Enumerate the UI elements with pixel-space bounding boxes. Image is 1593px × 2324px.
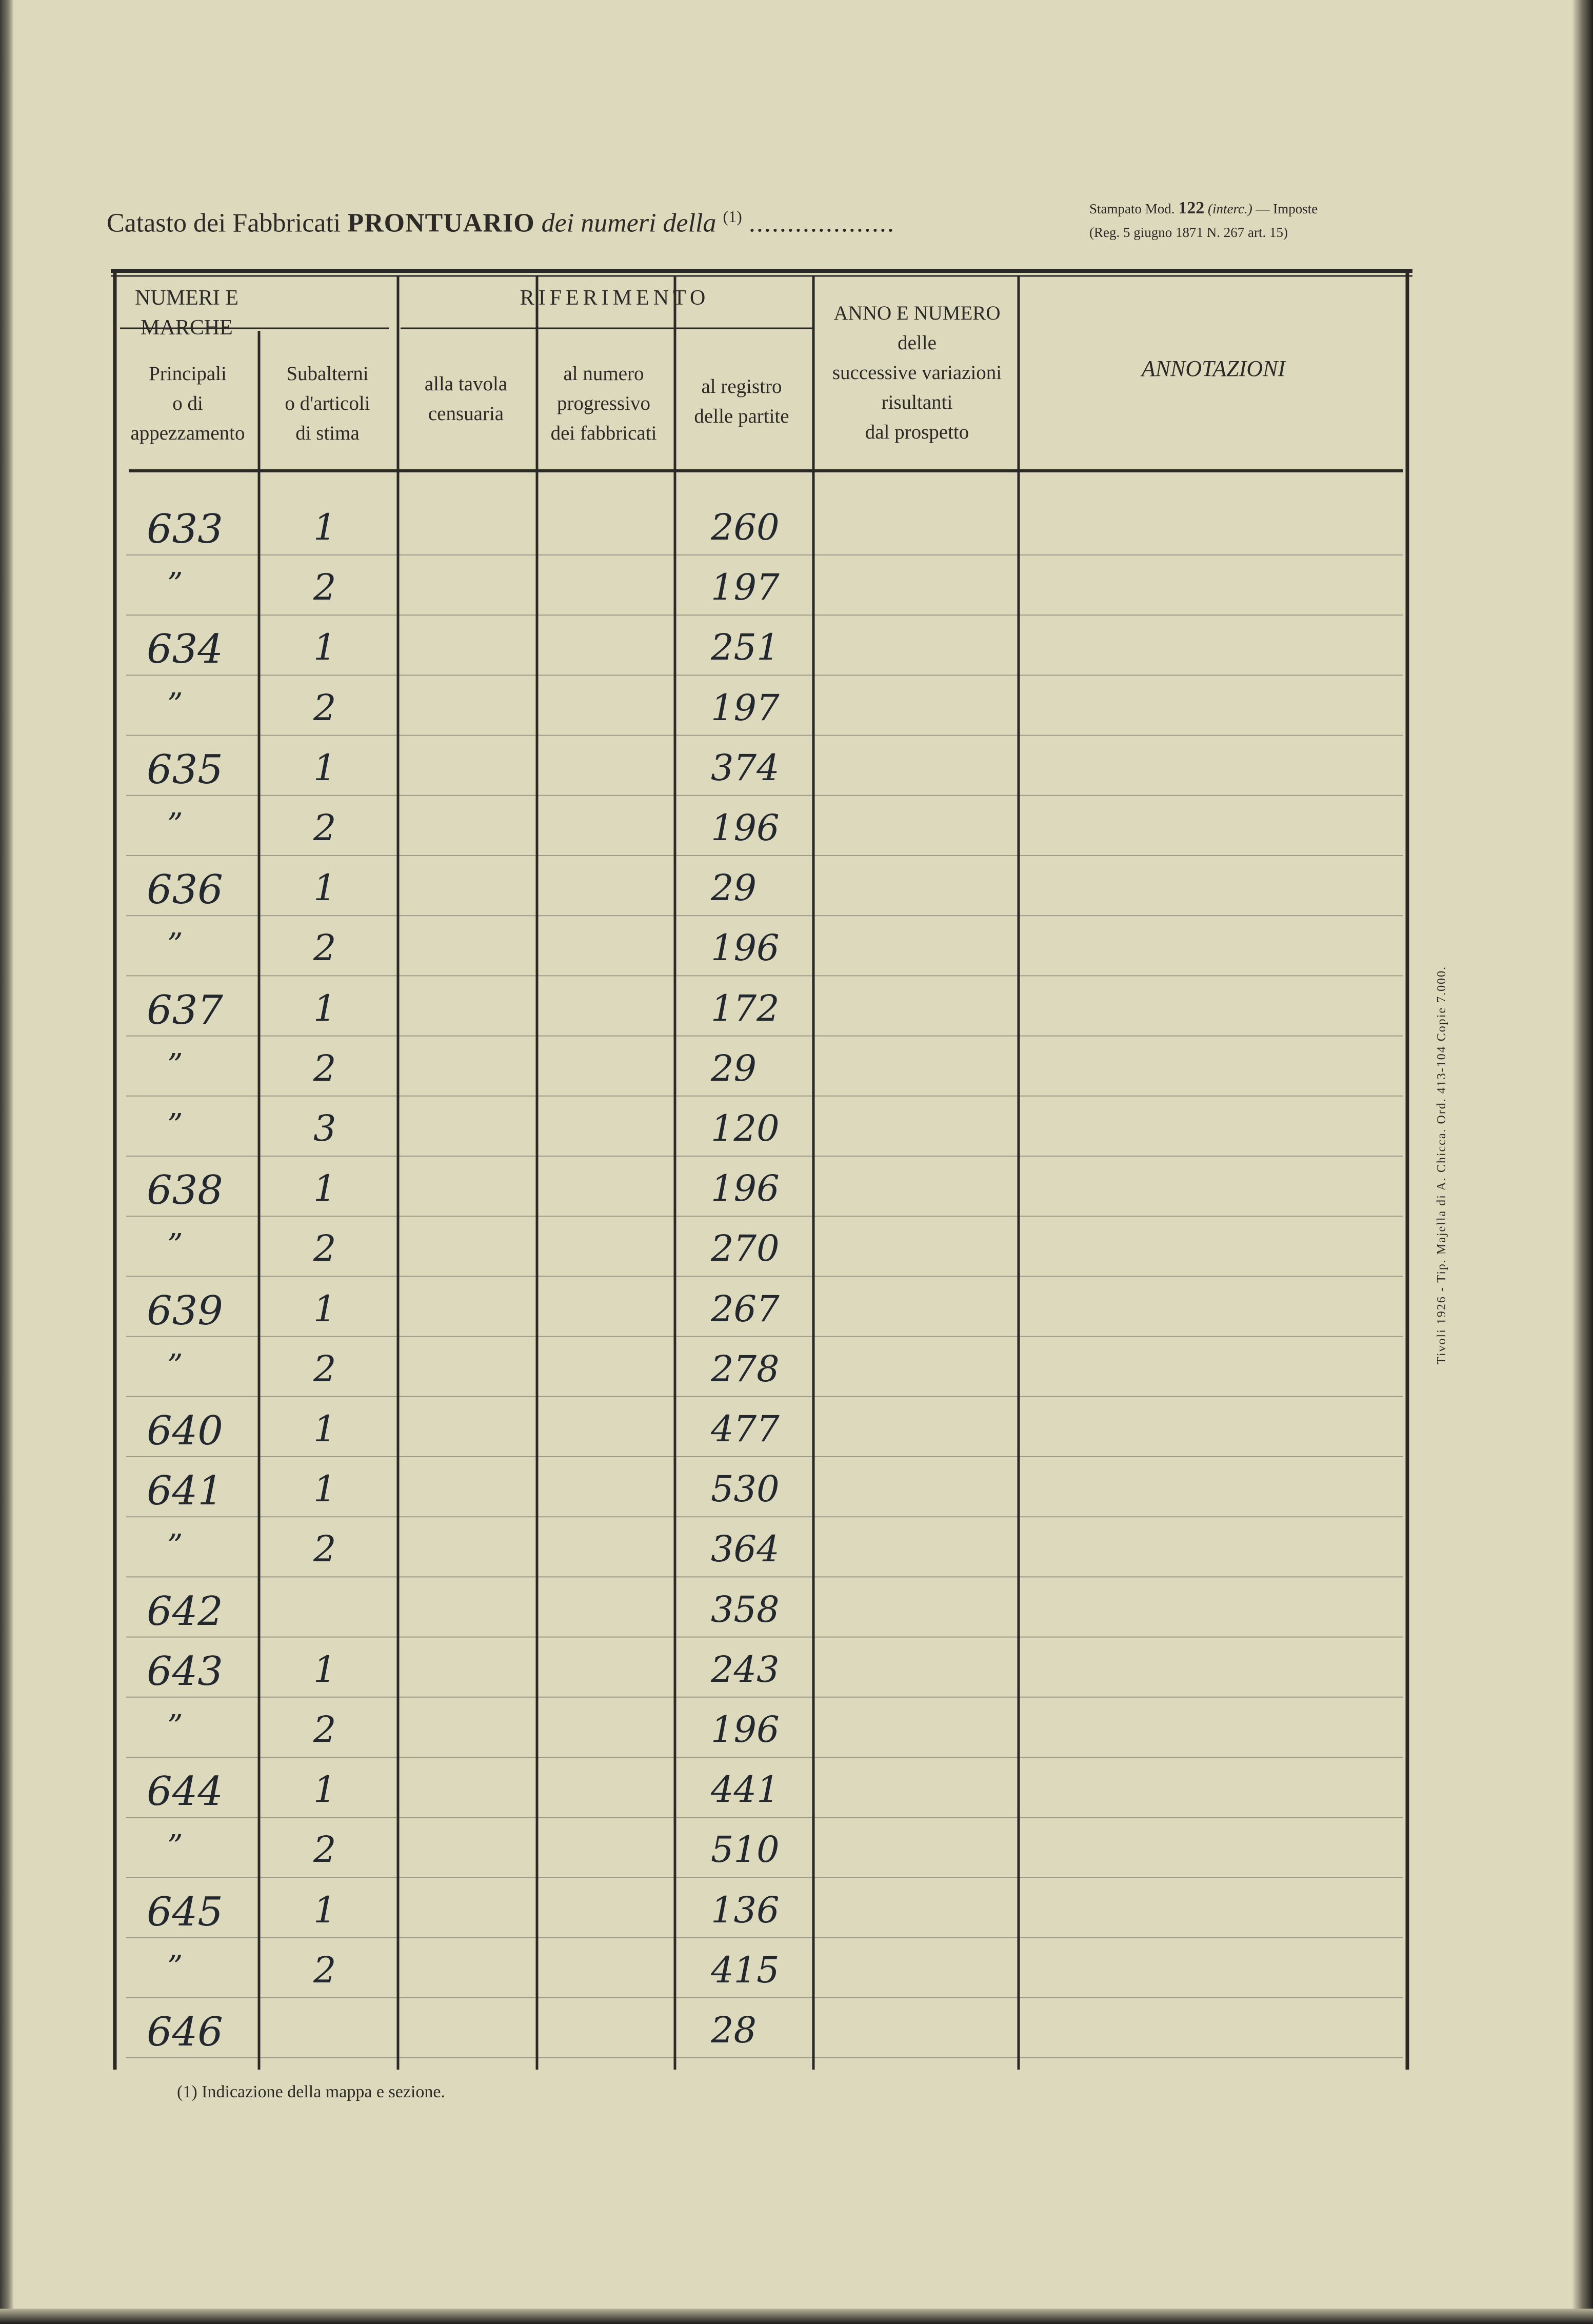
header-tavola <box>401 369 531 429</box>
subalterno-cell: 2 <box>313 1227 336 1270</box>
partita-cell: 260 <box>711 506 780 548</box>
subalterno-cell: 2 <box>313 1829 336 1871</box>
subalterno-cell: 1 <box>313 1769 336 1811</box>
header-numeri-e-marche: NUMERI E MARCHE <box>135 286 238 340</box>
principale-cell: ” <box>167 1227 183 1264</box>
header-line: al numero <box>563 363 644 385</box>
header-line: delle partite <box>694 405 789 427</box>
header-line: dal prospetto <box>865 421 969 443</box>
header-line: ANNO E NUMERO <box>833 302 1001 324</box>
header-numero <box>537 359 670 448</box>
partita-cell: 197 <box>711 566 780 609</box>
partita-cell: 29 <box>711 1047 757 1089</box>
partita-cell: 196 <box>711 927 780 969</box>
title-part-2: PRONTUARIO <box>347 208 535 238</box>
subalterno-cell: 2 <box>313 566 336 609</box>
principale-cell: 643 <box>147 1648 223 1695</box>
subalterno-cell: 1 <box>313 1468 336 1511</box>
header-line: progressivo <box>557 392 650 414</box>
partita-cell: 120 <box>711 1107 780 1149</box>
principale-cell: ” <box>167 1829 183 1865</box>
partita-cell: 29 <box>711 867 757 909</box>
header-registro <box>675 372 808 431</box>
principale-cell: 633 <box>147 506 223 552</box>
partita-cell: 374 <box>711 746 780 789</box>
principale-cell: 639 <box>147 1287 223 1334</box>
model-number: 122 <box>1178 198 1205 217</box>
subalterno-cell: 1 <box>313 506 336 548</box>
subalterno-cell: 1 <box>313 1648 336 1691</box>
stamp-line-1 <box>1089 196 1318 221</box>
header-line: alla tavola <box>424 373 508 395</box>
principale-cell: 641 <box>147 1468 223 1515</box>
header-annotazioni: ANNOTAZIONI <box>1141 356 1286 381</box>
page-left-edge <box>0 0 13 2324</box>
subalterno-cell: 2 <box>313 1047 336 1089</box>
partita-cell: 196 <box>711 1709 780 1751</box>
header-line: risultanti <box>881 391 953 413</box>
header-riferimento: RIFERIMENTO <box>520 286 710 310</box>
subalterno-cell: 2 <box>313 1528 336 1571</box>
title-dots: ................... <box>748 208 895 238</box>
header-line: appezzamento <box>130 422 245 444</box>
header-line: al registro <box>701 375 782 398</box>
partita-cell: 441 <box>711 1769 780 1811</box>
header-line: censuaria <box>428 403 504 425</box>
page-bottom-edge <box>0 2309 1593 2324</box>
partita-cell: 415 <box>711 1949 780 1991</box>
subalterno-cell: 1 <box>313 1889 336 1931</box>
partita-cell: 136 <box>711 1889 780 1931</box>
header-line: o di <box>172 392 203 414</box>
subalterno-cell: 2 <box>313 1709 336 1751</box>
title-part-1: Catasto dei Fabbricati <box>107 208 341 238</box>
principale-cell: ” <box>167 686 183 723</box>
header-line: successive variazioni <box>832 362 1002 384</box>
subalterno-cell: 3 <box>313 1107 336 1149</box>
registry-table <box>111 267 1412 2070</box>
principale-cell: ” <box>167 1528 183 1564</box>
header-line: delle <box>898 332 937 354</box>
subalterno-cell: 2 <box>313 807 336 849</box>
title-part-3: dei numeri della <box>541 208 716 238</box>
subalterno-cell: 1 <box>313 1287 336 1330</box>
header-line: Principali <box>149 363 227 385</box>
subalterno-cell: 1 <box>313 626 336 669</box>
header-line: Subalterni <box>286 363 369 385</box>
subalterno-cell: 2 <box>313 927 336 969</box>
print-stamp <box>1089 196 1318 244</box>
principale-cell: 645 <box>147 1889 223 1935</box>
principale-cell: 636 <box>147 867 223 913</box>
partita-cell: 510 <box>711 1829 780 1871</box>
principale-cell: ” <box>167 566 183 603</box>
principale-cell: ” <box>167 1949 183 1985</box>
principale-cell: 646 <box>147 2009 223 2055</box>
subalterno-cell: 2 <box>313 686 336 729</box>
title-footnote-ref: (1) <box>723 207 742 226</box>
partita-cell: 477 <box>711 1408 780 1450</box>
principale-cell: ” <box>167 1709 183 1744</box>
principale-cell: ” <box>167 1107 183 1143</box>
header-line: dei fabbricati <box>550 422 657 444</box>
subalterno-cell: 1 <box>313 987 336 1029</box>
header-line: o d'articoli <box>285 392 370 414</box>
principale-cell: ” <box>167 807 183 843</box>
stamp-text: Stampato Mod. <box>1089 201 1175 216</box>
partita-cell: 364 <box>711 1528 780 1571</box>
partita-cell: 278 <box>711 1347 780 1390</box>
partita-cell: 358 <box>711 1588 780 1631</box>
stamp-office: — Imposte <box>1256 201 1318 216</box>
partita-cell: 530 <box>711 1468 780 1511</box>
principale-cell: 638 <box>147 1167 223 1214</box>
principale-cell: 642 <box>147 1588 223 1635</box>
partita-cell: 267 <box>711 1287 780 1330</box>
principale-cell: ” <box>167 927 183 963</box>
footnote: (1) Indicazione della mappa e sezione. <box>177 2082 445 2101</box>
principale-cell: 640 <box>147 1408 223 1454</box>
principale-cell: 635 <box>147 746 223 793</box>
principale-cell: ” <box>167 1347 183 1384</box>
subalterno-cell: 1 <box>313 746 336 789</box>
partita-cell: 196 <box>711 807 780 849</box>
partita-cell: 172 <box>711 987 780 1029</box>
subalterno-cell: 1 <box>313 1408 336 1450</box>
header-line: di stima <box>295 422 360 444</box>
subalterno-cell: 2 <box>313 1949 336 1991</box>
principale-cell: 644 <box>147 1769 223 1815</box>
partita-cell: 28 <box>711 2009 757 2051</box>
document-title <box>107 207 895 238</box>
partita-cell: 251 <box>711 626 780 669</box>
partita-cell: 196 <box>711 1167 780 1210</box>
header-subalterni <box>260 359 395 448</box>
principale-cell: 634 <box>147 626 223 673</box>
partita-cell: 197 <box>711 686 780 729</box>
principale-cell: ” <box>167 1047 183 1083</box>
header-anno-e-numero <box>814 299 1020 447</box>
subalterno-cell: 2 <box>313 1347 336 1390</box>
subalterno-cell: 1 <box>313 867 336 909</box>
stamp-line-2: (Reg. 5 giugno 1871 N. 267 art. 15) <box>1089 225 1288 240</box>
header-principali <box>116 359 260 448</box>
partita-cell: 243 <box>711 1648 780 1691</box>
printer-imprint: Tivoli 1926 - Tip. Majella di A. Chicca. Ord. 413-104 Copie 7.000. <box>1435 965 1448 1364</box>
principale-cell: 637 <box>147 987 223 1034</box>
stamp-note: (interc.) <box>1208 201 1252 216</box>
subalterno-cell: 1 <box>313 1167 336 1210</box>
partita-cell: 270 <box>711 1227 780 1270</box>
page-right-edge <box>1572 0 1593 2324</box>
